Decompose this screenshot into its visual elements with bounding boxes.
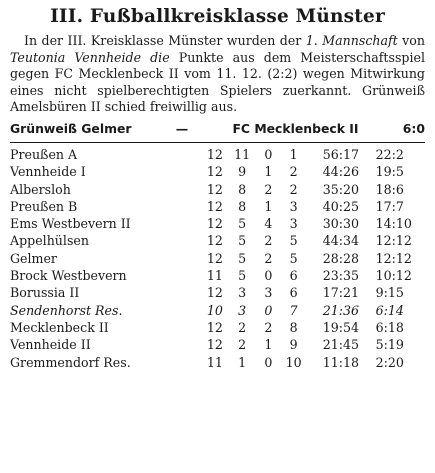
games-drawn: 0: [264, 268, 273, 284]
games-lost: 1: [289, 146, 298, 162]
games-won: 11: [234, 146, 251, 162]
points: 2:20: [375, 354, 404, 370]
games-lost: 6: [289, 268, 298, 284]
team-name: Preußen B: [10, 198, 78, 214]
games-won: 5: [238, 268, 247, 284]
points: 9:15: [375, 285, 404, 301]
games-played: 12: [206, 181, 223, 197]
games-played: 12: [206, 146, 223, 162]
games-won: 1: [238, 354, 247, 370]
table-row: [10, 198, 425, 215]
goal-ratio: 44:34: [322, 233, 360, 249]
games-drawn: 1: [264, 164, 273, 180]
goal-ratio: 21:45: [322, 337, 360, 353]
paragraph-text-1: In der III. Kreisklasse Münster wurden der: [24, 33, 306, 48]
result-score: 6:0: [402, 120, 425, 136]
goal-ratio: 19:54: [322, 319, 360, 335]
divider-rule: [10, 142, 425, 143]
games-drawn: 2: [264, 233, 273, 249]
team-name: Vennheide I: [10, 164, 86, 180]
points: 5:19: [375, 337, 404, 353]
goal-ratio: 35:20: [322, 181, 360, 197]
games-played: 12: [206, 337, 223, 353]
table-row: [10, 354, 425, 371]
games-won: 2: [238, 337, 247, 353]
games-lost: 2: [289, 164, 298, 180]
standings-table: [10, 146, 425, 371]
games-played: 11: [206, 354, 223, 370]
games-lost: 10: [285, 354, 302, 370]
table-row: [10, 146, 425, 163]
goal-ratio: 17:21: [322, 285, 360, 301]
table-row: [10, 181, 425, 198]
games-won: 3: [238, 285, 247, 301]
games-lost: 3: [289, 216, 298, 232]
games-won: 5: [238, 250, 247, 266]
paragraph-italic-2: Teutonia Vennheide die: [10, 49, 170, 65]
team-name: Sendenhorst Res.: [10, 302, 123, 318]
team-name: Gremmendorf Res.: [10, 354, 131, 370]
games-played: 10: [206, 302, 223, 318]
goal-ratio: 21:36: [322, 302, 360, 318]
games-played: 12: [206, 216, 223, 232]
paragraph-text-3: Punkte aus dem Meisterschaftsspiel gegen FC Mecklenbeck II vom 11. 12. (2:2) wegen Mitwirkung eines nicht spielberechtigten Spielers zuerkannt. Grünweiß Amelsbüren II schied freiwillig aus.: [10, 49, 425, 115]
points: 6:14: [375, 302, 404, 318]
games-won: 8: [238, 181, 247, 197]
games-lost: 8: [289, 319, 298, 335]
goal-ratio: 44:26: [322, 164, 360, 180]
games-drawn: 1: [264, 337, 273, 353]
goal-ratio: 11:18: [322, 354, 360, 370]
team-name: Brock Westbevern: [10, 268, 127, 284]
table-row: [10, 215, 425, 232]
paragraph-text-2: von: [397, 33, 425, 48]
result-away-team: FC Mecklenbeck II: [232, 120, 359, 136]
goal-ratio: 56:17: [322, 146, 360, 162]
table-row: [10, 336, 425, 353]
games-won: 5: [238, 233, 247, 249]
points: 12:12: [375, 233, 412, 249]
points: 17:7: [375, 198, 404, 214]
table-row: [10, 250, 425, 267]
team-name: Borussia II: [10, 285, 80, 301]
games-drawn: 2: [264, 319, 273, 335]
games-drawn: 2: [264, 250, 273, 266]
games-won: 8: [238, 198, 247, 214]
games-lost: 9: [289, 337, 298, 353]
games-lost: 6: [289, 285, 298, 301]
games-drawn: 0: [264, 302, 273, 318]
games-won: 5: [238, 216, 247, 232]
team-name: Vennheide II: [10, 337, 91, 353]
games-drawn: 3: [264, 285, 273, 301]
table-row: [10, 267, 425, 284]
paragraph-italic-1: 1. Mannschaft: [305, 33, 398, 48]
goal-ratio: 30:30: [322, 216, 360, 232]
goal-ratio: 23:35: [322, 268, 360, 284]
article-paragraph: [10, 33, 425, 116]
result-dash: —: [175, 120, 189, 136]
table-row: [10, 319, 425, 336]
games-lost: 2: [289, 181, 298, 197]
games-won: 3: [238, 302, 247, 318]
games-played: 12: [206, 164, 223, 180]
team-name: Gelmer: [10, 250, 57, 266]
table-row: [10, 284, 425, 301]
games-lost: 7: [289, 302, 298, 318]
games-played: 12: [206, 250, 223, 266]
points: 18:6: [375, 181, 404, 197]
games-drawn: 1: [264, 198, 273, 214]
games-drawn: 0: [264, 146, 273, 162]
games-lost: 5: [289, 233, 298, 249]
games-played: 12: [206, 319, 223, 335]
team-name: Mecklenbeck II: [10, 319, 109, 335]
goal-ratio: 40:25: [322, 198, 360, 214]
team-name: Ems Westbevern II: [10, 216, 131, 232]
standings-body: [10, 146, 425, 371]
table-row: [10, 163, 425, 180]
games-drawn: 0: [264, 354, 273, 370]
points: 12:12: [375, 250, 412, 266]
team-name: Appelhülsen: [10, 233, 89, 249]
table-row: [10, 302, 425, 319]
games-lost: 3: [289, 198, 298, 214]
games-drawn: 2: [264, 181, 273, 197]
headline: III. Fußballkreisklasse Münster: [50, 6, 385, 27]
points: 6:18: [375, 319, 404, 335]
games-played: 12: [206, 285, 223, 301]
goal-ratio: 28:28: [322, 250, 360, 266]
games-won: 2: [238, 319, 247, 335]
games-played: 11: [206, 268, 223, 284]
table-row: [10, 232, 425, 249]
games-played: 12: [206, 198, 223, 214]
points: 19:5: [375, 164, 404, 180]
points: 14:10: [375, 216, 412, 232]
points: 22:2: [375, 146, 404, 162]
team-name: Albersloh: [10, 181, 71, 197]
games-played: 12: [206, 233, 223, 249]
match-result: [10, 120, 425, 138]
games-lost: 5: [289, 250, 298, 266]
games-drawn: 4: [264, 216, 273, 232]
result-home-team: Grünweiß Gelmer: [10, 120, 132, 136]
games-won: 9: [238, 164, 247, 180]
team-name: Preußen A: [10, 146, 78, 162]
points: 10:12: [375, 268, 412, 284]
